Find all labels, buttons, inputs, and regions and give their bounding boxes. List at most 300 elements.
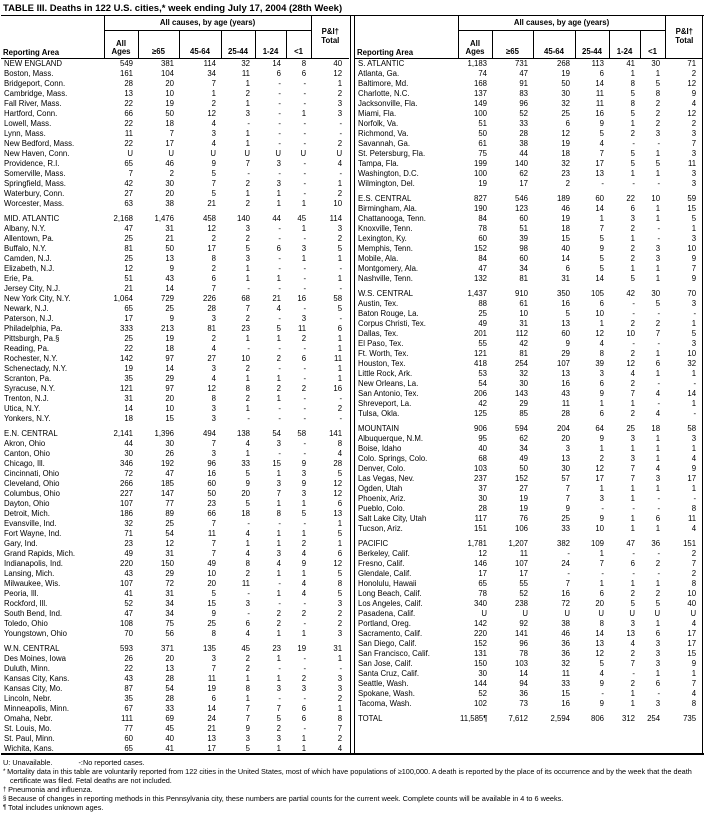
value-cell: 33 (241, 458, 250, 468)
city-row (1, 674, 349, 684)
value-cell: 168 (473, 78, 487, 88)
city-row (1, 654, 349, 664)
value-cell: 143 (514, 388, 528, 398)
value-cell: 5 (691, 213, 697, 223)
reporting-area-cell: Toledo, Ohio (4, 618, 48, 628)
value-cell: 22 (124, 663, 133, 673)
table-header-right (355, 16, 703, 58)
reporting-area-cell: Buffalo, N.Y. (4, 243, 47, 253)
city-row (355, 464, 703, 474)
city-row (1, 459, 349, 469)
pi-total-header (311, 16, 349, 58)
value-cell: - (303, 448, 307, 458)
reporting-area-cell: Spokane, Wash. (358, 688, 415, 698)
value-cell: 5 (245, 743, 250, 753)
reporting-area-cell: Houston, Tex. (358, 358, 406, 368)
value-cell: 40 (165, 733, 174, 743)
value-cell: 458 (202, 213, 216, 223)
value-cell: 1 (276, 188, 281, 198)
city-row (1, 529, 349, 539)
city-row (1, 714, 349, 724)
value-cell: 108 (119, 618, 133, 628)
city-row (1, 354, 349, 364)
value-cell: 1 (599, 578, 604, 588)
value-cell: 3 (276, 478, 281, 488)
value-cell: - (632, 308, 635, 318)
value-cell: 7 (565, 483, 570, 493)
value-cell: 5 (630, 108, 635, 118)
value-cell: 9 (169, 263, 174, 273)
city-row (1, 519, 349, 529)
value-cell: 35 (124, 373, 133, 383)
value-cell: 3 (691, 128, 697, 138)
value-cell: 12 (561, 128, 570, 138)
reporting-area-cell: Columbus, Ohio (4, 488, 60, 498)
value-cell: 50 (165, 243, 174, 253)
value-cell: - (247, 413, 250, 423)
value-cell: 47 (124, 223, 133, 233)
reporting-area-cell: Washington, D.C. (358, 168, 419, 178)
value-cell: 14 (595, 78, 604, 88)
value-cell: 68 (241, 293, 250, 303)
value-cell: 54 (478, 378, 487, 388)
value-cell: 2 (245, 393, 250, 403)
value-cell: 1 (337, 518, 343, 528)
value-cell: - (339, 283, 343, 293)
value-cell: 152 (514, 473, 528, 483)
city-row (1, 629, 349, 639)
value-cell: 220 (119, 558, 133, 568)
value-cell: 8 (245, 383, 250, 393)
value-cell: 6 (276, 68, 281, 78)
value-cell: 9 (245, 723, 250, 733)
value-cell: 104 (160, 68, 174, 78)
city-row (355, 444, 703, 454)
city-row (355, 689, 703, 699)
value-cell: - (632, 548, 635, 558)
value-cell: 13 (165, 663, 174, 673)
value-cell: 4 (599, 668, 604, 678)
value-cell: 5 (599, 263, 604, 273)
city-row (355, 129, 703, 139)
value-cell: 30 (165, 438, 174, 448)
value-cell: 7 (276, 703, 281, 713)
value-cell: 21 (165, 233, 174, 243)
value-cell: U (275, 148, 281, 158)
value-cell: 42 (478, 398, 487, 408)
value-cell: 6 (565, 118, 570, 128)
city-row (355, 699, 703, 709)
value-cell: 37 (478, 483, 487, 493)
value-cell: 7 (691, 263, 697, 273)
value-cell: - (278, 168, 281, 178)
region-row (1, 644, 349, 654)
value-cell: 6 (301, 353, 307, 363)
value-cell: 10 (687, 348, 697, 358)
value-cell: 2,141 (113, 428, 133, 438)
value-cell: 1 (337, 273, 343, 283)
value-cell: - (632, 338, 635, 348)
value-cell: 382 (556, 538, 570, 548)
value-cell: 60 (561, 328, 570, 338)
value-cell: 5 (599, 658, 604, 668)
value-cell: 17 (207, 243, 216, 253)
value-cell: 2 (655, 588, 661, 598)
value-cell: 6 (301, 713, 307, 723)
value-cell: 96 (519, 638, 528, 648)
value-cell: 14 (561, 253, 570, 263)
value-cell: 3 (211, 448, 216, 458)
value-cell: 38 (561, 618, 570, 628)
value-cell: 2 (276, 608, 281, 618)
reporting-area-cell: Detroit, Mich. (4, 508, 50, 518)
value-cell: 15 (561, 688, 570, 698)
value-cell: 28 (519, 128, 528, 138)
value-cell: 7 (211, 538, 216, 548)
value-cell: 1 (630, 493, 635, 503)
city-row (355, 264, 703, 274)
table-body-right (355, 58, 703, 724)
city-row (1, 69, 349, 79)
value-cell: 8 (599, 618, 604, 628)
value-cell: 546 (514, 193, 528, 203)
city-row (355, 474, 703, 484)
city-row (1, 599, 349, 609)
value-cell: 14 (595, 273, 604, 283)
city-row (355, 349, 703, 359)
value-cell: 7 (630, 473, 635, 483)
value-cell: 2 (630, 408, 635, 418)
value-cell: 7,612 (508, 713, 528, 723)
value-cell: 30 (561, 88, 570, 98)
value-cell: 45 (297, 213, 307, 223)
value-cell: 50 (207, 488, 216, 498)
value-cell: - (632, 668, 635, 678)
reporting-area-cell: Memphis, Tenn. (358, 243, 413, 253)
value-cell: 34 (519, 443, 528, 453)
value-cell: - (657, 223, 661, 233)
value-cell: 8 (211, 253, 216, 263)
value-cell: 7 (211, 548, 216, 558)
value-cell: 19 (561, 138, 570, 148)
reporting-area-cell: Shreveport, La. (358, 398, 412, 408)
value-cell: 1 (276, 653, 281, 663)
page-title: TABLE III. Deaths in 122 U.S. cities,* week ending July 17, 2004 (28th Week) (3, 3, 343, 14)
value-cell: 6 (630, 203, 635, 213)
value-cell: 102 (473, 698, 487, 708)
value-cell: 1 (245, 448, 250, 458)
value-cell: 3 (655, 473, 661, 483)
value-cell: 3 (691, 148, 697, 158)
reporting-area-cell: Tulsa, Okla. (358, 408, 400, 418)
value-cell: - (278, 78, 281, 88)
value-cell: 3 (337, 223, 343, 233)
value-cell: 32 (687, 358, 697, 368)
reporting-area-cell: Lynn, Mass. (4, 128, 46, 138)
value-cell: 3 (301, 243, 307, 253)
reporting-area-cell: Youngstown, Ohio (4, 628, 67, 638)
value-cell: 15 (207, 598, 216, 608)
value-cell: 8 (276, 508, 281, 518)
value-cell: 1,476 (154, 213, 174, 223)
value-cell: 12 (207, 108, 216, 118)
value-cell: 77 (124, 723, 133, 733)
value-cell: 9 (691, 658, 697, 668)
city-row (1, 189, 349, 199)
value-cell: 87 (124, 683, 133, 693)
value-cell: 14 (272, 58, 281, 68)
value-cell: 22 (124, 343, 133, 353)
value-cell: 114 (203, 58, 216, 68)
value-cell: 2 (337, 188, 343, 198)
value-cell: 25 (165, 303, 174, 313)
value-cell: 36 (561, 638, 570, 648)
value-cell: 7 (211, 283, 216, 293)
region-row (355, 289, 703, 299)
value-cell: 26 (124, 653, 133, 663)
value-cell: 1 (630, 398, 635, 408)
value-cell: - (339, 663, 343, 673)
value-cell: 10 (165, 403, 174, 413)
col-1-24: 1-24 (609, 30, 640, 58)
value-cell: 1 (630, 688, 635, 698)
value-cell: 9 (599, 243, 604, 253)
value-cell: 54 (272, 428, 281, 438)
region-row (1, 429, 349, 439)
value-cell: 16 (297, 293, 307, 303)
value-cell: 1 (245, 188, 250, 198)
value-cell: 49 (207, 558, 216, 568)
region-row (355, 539, 703, 549)
value-cell: 3 (276, 178, 281, 188)
value-cell: 4 (599, 338, 604, 348)
value-cell: 30 (478, 493, 487, 503)
value-cell: 4 (630, 368, 635, 378)
reporting-area-cell: Ogden, Utah (358, 483, 403, 493)
value-cell: 34 (207, 68, 216, 78)
value-cell: - (278, 128, 281, 138)
value-cell: - (303, 188, 307, 198)
value-cell: 9 (211, 608, 216, 618)
city-row (1, 129, 349, 139)
value-cell: 3 (301, 683, 307, 693)
reporting-area-cell: Indianapolis, Ind. (4, 558, 63, 568)
value-cell: 1,183 (467, 58, 487, 68)
value-cell: 15 (165, 413, 174, 423)
reporting-area-header: Reporting Area (1, 16, 104, 58)
value-cell: 18 (124, 413, 133, 423)
footnote-dash: -:No reported cases. (78, 758, 145, 767)
value-cell: 3 (245, 598, 250, 608)
city-row (1, 684, 349, 694)
value-cell: 31 (519, 318, 528, 328)
value-cell: U (168, 148, 174, 158)
city-row (1, 489, 349, 499)
value-cell: 150 (160, 558, 174, 568)
value-cell: 2 (691, 118, 697, 128)
value-cell: 1 (655, 348, 661, 358)
col-25-44: 25-44 (221, 30, 255, 58)
value-cell: 4 (211, 118, 216, 128)
value-cell: 17 (165, 138, 174, 148)
city-row (1, 169, 349, 179)
value-cell: 1 (337, 333, 343, 343)
value-cell: 81 (207, 323, 216, 333)
reporting-area-cell: Tampa, Fla. (358, 158, 399, 168)
value-cell: - (657, 138, 661, 148)
value-cell: 340 (473, 598, 487, 608)
value-cell: 4 (599, 138, 604, 148)
value-cell: 2 (337, 403, 343, 413)
value-cell: 6 (599, 588, 604, 598)
value-cell: 50 (478, 128, 487, 138)
value-cell: 5 (245, 243, 250, 253)
reporting-area-header: Reporting Area (355, 16, 458, 58)
value-cell: 8 (630, 98, 635, 108)
value-cell: 31 (561, 273, 570, 283)
value-cell: 5 (276, 713, 281, 723)
reporting-area-cell: Jersey City, N.J. (4, 283, 61, 293)
city-row (1, 274, 349, 284)
value-cell: 9 (691, 463, 697, 473)
value-cell: 1 (337, 653, 343, 663)
value-cell: 2 (245, 198, 250, 208)
value-cell: 2 (337, 608, 343, 618)
value-cell: 1 (691, 398, 697, 408)
value-cell: 6 (337, 323, 343, 333)
value-cell: 5 (655, 298, 661, 308)
value-cell: 150 (473, 658, 487, 668)
value-cell: 1 (301, 223, 307, 233)
city-row (355, 329, 703, 339)
value-cell: 14 (165, 363, 174, 373)
reporting-area-cell: Knoxville, Tenn. (358, 223, 413, 233)
value-cell: 161 (119, 68, 133, 78)
reporting-area-cell: Albany, N.Y. (4, 223, 46, 233)
value-cell: - (303, 663, 307, 673)
value-cell: 2 (245, 363, 250, 373)
city-row (1, 284, 349, 294)
value-cell: 8 (211, 393, 216, 403)
value-cell: - (278, 88, 281, 98)
reporting-area-cell: Sacramento, Calif. (358, 628, 423, 638)
value-cell: 151 (683, 538, 697, 548)
value-cell: 43 (165, 273, 174, 283)
value-cell: 731 (514, 58, 528, 68)
value-cell: 12 (333, 68, 343, 78)
value-cell: 111 (121, 713, 133, 723)
value-cell: 11 (297, 323, 307, 333)
value-cell: 141 (514, 628, 528, 638)
value-cell: 3 (245, 108, 250, 118)
value-cell: 4 (691, 618, 697, 628)
reporting-area-cell: Gary, Ind. (4, 538, 38, 548)
value-cell: 8 (691, 578, 697, 588)
value-cell: - (247, 588, 250, 598)
reporting-area-cell: E.N. CENTRAL (4, 428, 58, 438)
value-cell: 3 (337, 108, 343, 118)
value-cell: 3 (337, 628, 343, 638)
value-cell: U (481, 608, 487, 618)
value-cell: 4 (691, 688, 697, 698)
region-row (355, 194, 703, 204)
value-cell: 1 (691, 223, 697, 233)
value-cell: 25 (478, 308, 487, 318)
reporting-area-cell: Little Rock, Ark. (358, 368, 413, 378)
value-cell: 4 (691, 453, 697, 463)
value-cell: 146 (473, 558, 487, 568)
value-cell: 44 (124, 438, 133, 448)
value-cell: 107 (119, 498, 133, 508)
value-cell: 11 (595, 98, 604, 108)
value-cell: 2 (655, 98, 661, 108)
value-cell: 17 (687, 638, 697, 648)
reporting-area-cell: Long Beach, Calif. (358, 588, 422, 598)
city-row (1, 374, 349, 384)
value-cell: 1 (337, 343, 343, 353)
value-cell: 71 (124, 528, 133, 538)
value-cell: 29 (561, 348, 570, 358)
value-cell: 6 (211, 273, 216, 283)
value-cell: 1 (276, 498, 281, 508)
value-cell: 25 (124, 253, 133, 263)
value-cell: - (339, 263, 343, 273)
footnote-unavailable: U: Unavailable. (3, 758, 53, 767)
value-cell: 28 (165, 673, 174, 683)
value-cell: 17 (687, 473, 697, 483)
value-cell: 185 (160, 478, 174, 488)
reporting-area-cell: Dayton, Ohio (4, 498, 50, 508)
city-row (1, 314, 349, 324)
value-cell: 16 (561, 698, 570, 708)
reporting-area-cell: Santa Cruz, Calif. (358, 668, 420, 678)
reporting-area-cell: Yonkers, N.Y. (4, 413, 51, 423)
value-cell: 1 (301, 743, 307, 753)
footnote-marker: § (3, 795, 9, 802)
value-cell: 2 (276, 353, 281, 363)
pi-label-line1: P&I† (321, 27, 339, 37)
value-cell: 45 (165, 723, 174, 733)
value-cell: 186 (119, 508, 133, 518)
value-cell: 12 (207, 223, 216, 233)
value-cell: 16 (595, 108, 604, 118)
value-cell: 3 (691, 433, 697, 443)
value-cell: - (303, 363, 307, 373)
value-cell: 39 (519, 233, 528, 243)
reporting-area-cell: San Antonio, Tex. (358, 388, 419, 398)
value-cell: 12 (595, 648, 604, 658)
value-cell: 9 (691, 273, 697, 283)
reporting-area-cell: Ft. Worth, Tex. (358, 348, 409, 358)
value-cell: - (303, 158, 307, 168)
value-cell: 190 (473, 203, 487, 213)
value-cell: 9 (301, 458, 307, 468)
city-row (1, 334, 349, 344)
value-cell: 906 (473, 423, 487, 433)
city-row (1, 179, 349, 189)
value-cell: 1 (276, 273, 281, 283)
value-cell: 67 (124, 703, 133, 713)
value-cell: 7 (599, 558, 604, 568)
value-cell: 6 (655, 358, 661, 368)
value-cell: 13 (626, 628, 635, 638)
value-cell: 1 (655, 68, 661, 78)
city-row (355, 179, 703, 189)
value-cell: 10 (687, 243, 697, 253)
value-cell: 1 (655, 668, 661, 678)
value-cell: 51 (519, 223, 528, 233)
value-cell: 4 (655, 408, 661, 418)
